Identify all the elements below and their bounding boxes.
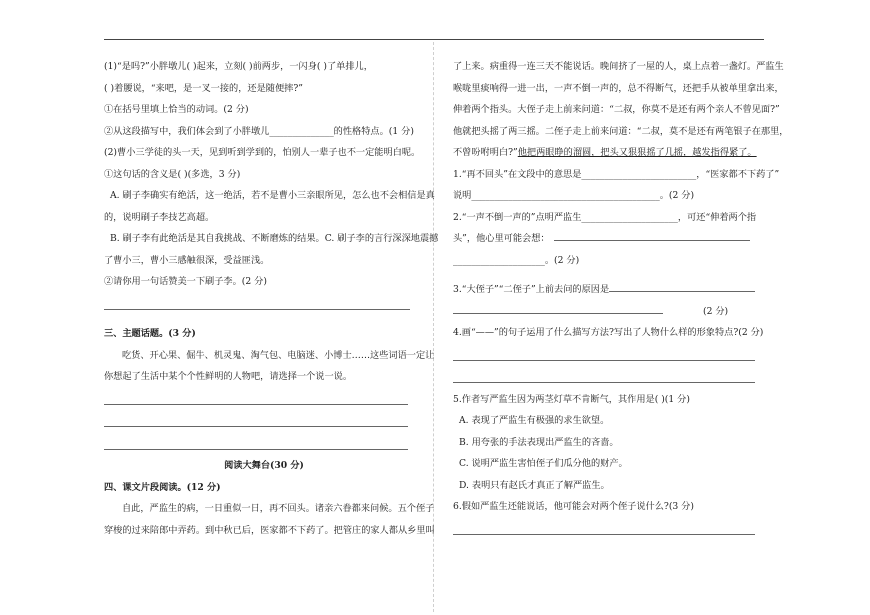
- question5-option-b: B. 用夸张的手法表现出严监生的吝啬。: [459, 436, 619, 448]
- question2-line1: 2.“一声不倒一声的”点明严监生_____________________，可还“伸着两个指: [453, 211, 757, 223]
- passage-line1: 自此，严监生的病，一日重似一日，再不回头。诸亲六眷都来问候。五个侄子: [122, 503, 435, 514]
- passage-line7-start: 不曾吩咐明白?”: [453, 147, 518, 158]
- passage-line7: [453, 142, 773, 164]
- answer-line[interactable]: [104, 433, 408, 450]
- reading-section-title: 阅读大舞台(30 分): [224, 460, 304, 471]
- q1-part-b: ②从这段描写中，我们体会到了小胖墩儿______________的性格特点。(1 分): [104, 125, 414, 137]
- question5: 5.作者写严监生因为两茎灯草不肯断气，其作用是( )(1 分): [453, 393, 690, 405]
- answer-line[interactable]: [554, 230, 750, 241]
- q2-part-b: ②请你用一句话赞美一下刷子李。(2 分): [104, 276, 267, 287]
- section3-para1: 吃货、开心果、倔牛、机灵鬼、淘气包、电脑迷、小博士……这些词语一定让: [122, 349, 435, 361]
- section3-para2: 你想起了生活中某个个性鲜明的人物吧，请选择一个说一说。: [104, 371, 353, 382]
- q2-line1: (2)曹小三学徒的头一天，见到听到学到的，怕别人一辈子也不一定能明白呢。: [104, 147, 421, 158]
- question4: 4.画“——”的句子运用了什么描写方法?写出了人物什么样的形象特点?(2 分): [453, 327, 764, 338]
- q2-option-b-line1: B. 刷子李有此绝活是其自我挑战、不断磨炼的结果。C. 刷子李的言行深深地震撼: [110, 233, 439, 244]
- question2-line3: ____________________。(2 分): [453, 254, 580, 266]
- answer-line[interactable]: [104, 388, 408, 405]
- passage-line6: 他就把头摇了两三摇。二侄子走上前来问道：“二叔，莫不是还有两笔银子在那里，: [453, 125, 789, 137]
- underlined-sentence: 他把两眼睁的溜圆，把头又狠狠摇了几摇，越发指得紧了。: [517, 147, 757, 158]
- answer-line[interactable]: [453, 518, 755, 535]
- answer-line[interactable]: [453, 344, 755, 361]
- question1-line1: 1.“再不回头”在文段中的意思是_________________________，“医家都不下药了”: [453, 168, 780, 180]
- passage-line2: 穿梭的过来陪郎中弄药。到中秋已后，医家都不下药了。把管庄的家人都从乡里叫: [104, 524, 435, 536]
- question3-score: (2 分): [703, 305, 729, 317]
- answer-line[interactable]: [104, 410, 408, 427]
- passage-line4: 喉咙里痰响得一进一出，一声不倒一声的，总不得断气，还把手从被单里拿出来，: [453, 82, 784, 94]
- question6: 6.假如严监生还能说话，他可能会对两个侄子说什么?(3 分): [453, 501, 694, 512]
- question1-line2: 说明_________________________________________。(2 分): [453, 190, 695, 201]
- q1-part-a: ①在括号里填上恰当的动词。(2 分): [104, 104, 249, 115]
- section3-title: 三、主题话题。(3 分): [104, 328, 196, 339]
- left-column: [104, 56, 439, 541]
- question5-option-d: D. 表明只有赵氏才真正了解严监生。: [459, 479, 610, 491]
- question5-option-c: C. 说明严监生害怕侄子们瓜分他的财产。: [459, 458, 628, 469]
- question2-prompt: 头”，他心里可能会想：: [453, 233, 550, 244]
- question2-line2: [453, 228, 773, 250]
- right-column: [453, 56, 789, 540]
- answer-line[interactable]: [609, 281, 755, 292]
- q2-option-a-line2: 的，说明刷子李技艺高超。: [104, 211, 215, 223]
- question3-line1: [453, 279, 773, 301]
- q2-option-a-line1: A. 刷子李确实有绝活，这一绝活，若不是曹小三亲眼所见，怎么也不会相信是真: [110, 190, 435, 201]
- q1-line1: (1)“是吗?”小胖墩儿( )起来，立刻( )前两步，一闪身( )了单排儿，: [104, 61, 373, 72]
- q2-option-b-line2: 了曹小三，曹小三感触很深，受益匪浅。: [104, 254, 270, 266]
- answer-line[interactable]: [453, 303, 663, 314]
- q1-line2: ( )着腰说，“来吧，是一叉一接的，还是随便摔?”: [104, 82, 303, 94]
- question3-prompt: 3.“大侄子”“二侄子”上前去问的原因是: [453, 284, 610, 295]
- question5-option-a: A. 表现了严监生有极强的求生欲望。: [459, 415, 610, 426]
- section4-title: 四、课文片段阅读。(12 分): [104, 481, 221, 493]
- top-rule: [104, 39, 764, 40]
- answer-line[interactable]: [104, 293, 410, 310]
- question3-line2: [453, 301, 773, 323]
- q2-part-a: ①这句话的含义是( )(多选，3 分): [104, 168, 241, 180]
- passage-line3: 了上来。病重得一连三天不能说话。晚间挤了一屋的人，桌上点着一盏灯。严监生: [453, 61, 784, 72]
- passage-line5: 伸着两个指头。大侄子走上前来问道：“二叔，你莫不是还有两个亲人不曾见面?”: [453, 104, 780, 115]
- answer-line[interactable]: [453, 366, 755, 383]
